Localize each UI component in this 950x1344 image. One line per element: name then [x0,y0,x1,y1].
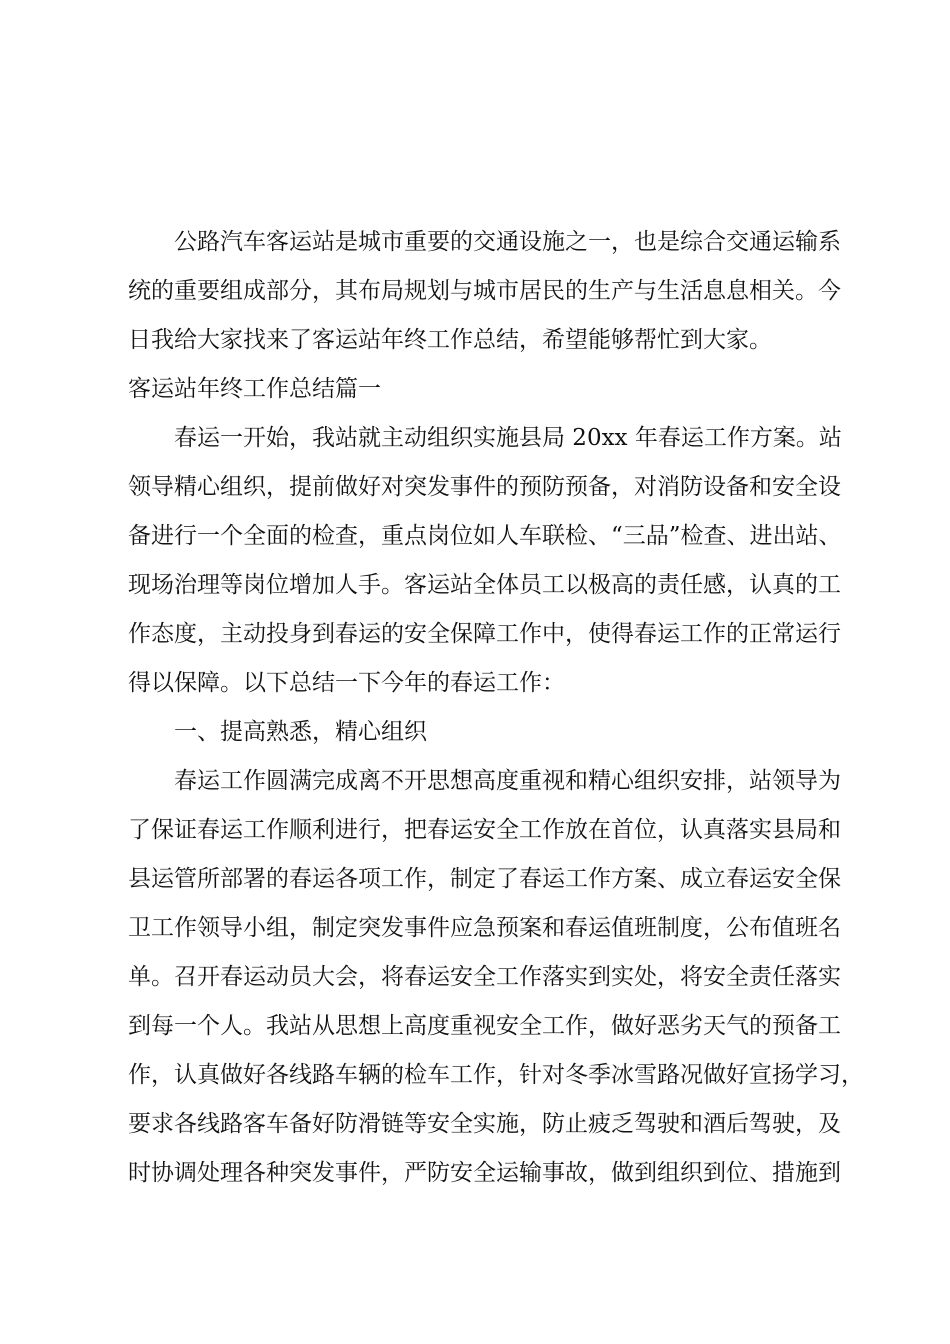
document-body [128,218,864,1198]
paragraph-line: 备进行一个全面的检查，重点岗位如人车联检、“三品”检查、进出站、 [128,523,842,549]
paragraph-line: 要求各线路客车备好防滑链等安全实施，防止疲乏驾驶和酒后驾驶，及 [128,1111,841,1137]
paragraph-line: 现场治理等岗位增加人手。客运站全体员工以极高的责任感，认真的工 [128,572,841,598]
intro-line: 统的重要组成部分，其布局规划与城市居民的生产与生活息息相关。今 [128,278,841,304]
subheading: 一、提高熟悉，精心组织 [174,719,427,745]
intro-line: 公路汽车客运站是城市重要的交通设施之一，也是综合交通运输系 [174,229,841,255]
paragraph-line: 到每一个人。我站从思想上高度重视安全工作，做好恶劣天气的预备工 [128,1013,841,1039]
paragraph-line: 领导精心组织，提前做好对突发事件的预防预备，对消防设备和安全设 [128,474,841,500]
paragraph-line: 作，认真做好各线路车辆的检车工作，针对冬季冰雪路况做好宣扬学习， [128,1062,864,1088]
paragraph-line: 了保证春运工作顺利进行，把春运安全工作放在首位，认真落实县局和 [128,817,841,843]
section-title: 客运站年终工作总结篇一 [128,376,381,402]
intro-line: 日我给大家找来了客运站年终工作总结，希望能够帮忙到大家。 [128,327,772,353]
paragraph-line: 县运管所部署的春运各项工作，制定了春运工作方案、成立春运安全保 [128,866,841,892]
paragraph-line: 单。召开春运动员大会，将春运安全工作落实到实处，将安全责任落实 [128,964,841,990]
paragraph-line: 卫工作领导小组，制定突发事件应急预案和春运值班制度，公布值班名 [128,915,841,941]
paragraph-line: 作态度，主动投身到春运的安全保障工作中，使得春运工作的正常运行 [128,621,841,647]
paragraph-line: 得以保障。以下总结一下今年的春运工作： [128,670,565,696]
paragraph-line: 时协调处理各种突发事件，严防安全运输事故，做到组织到位、措施到 [128,1160,841,1186]
paragraph-line: 春运一开始，我站就主动组织实施县局 20xx 年春运工作方案。站 [174,425,842,451]
paragraph-line: 春运工作圆满完成离不开思想高度重视和精心组织安排，站领导为 [174,768,841,794]
